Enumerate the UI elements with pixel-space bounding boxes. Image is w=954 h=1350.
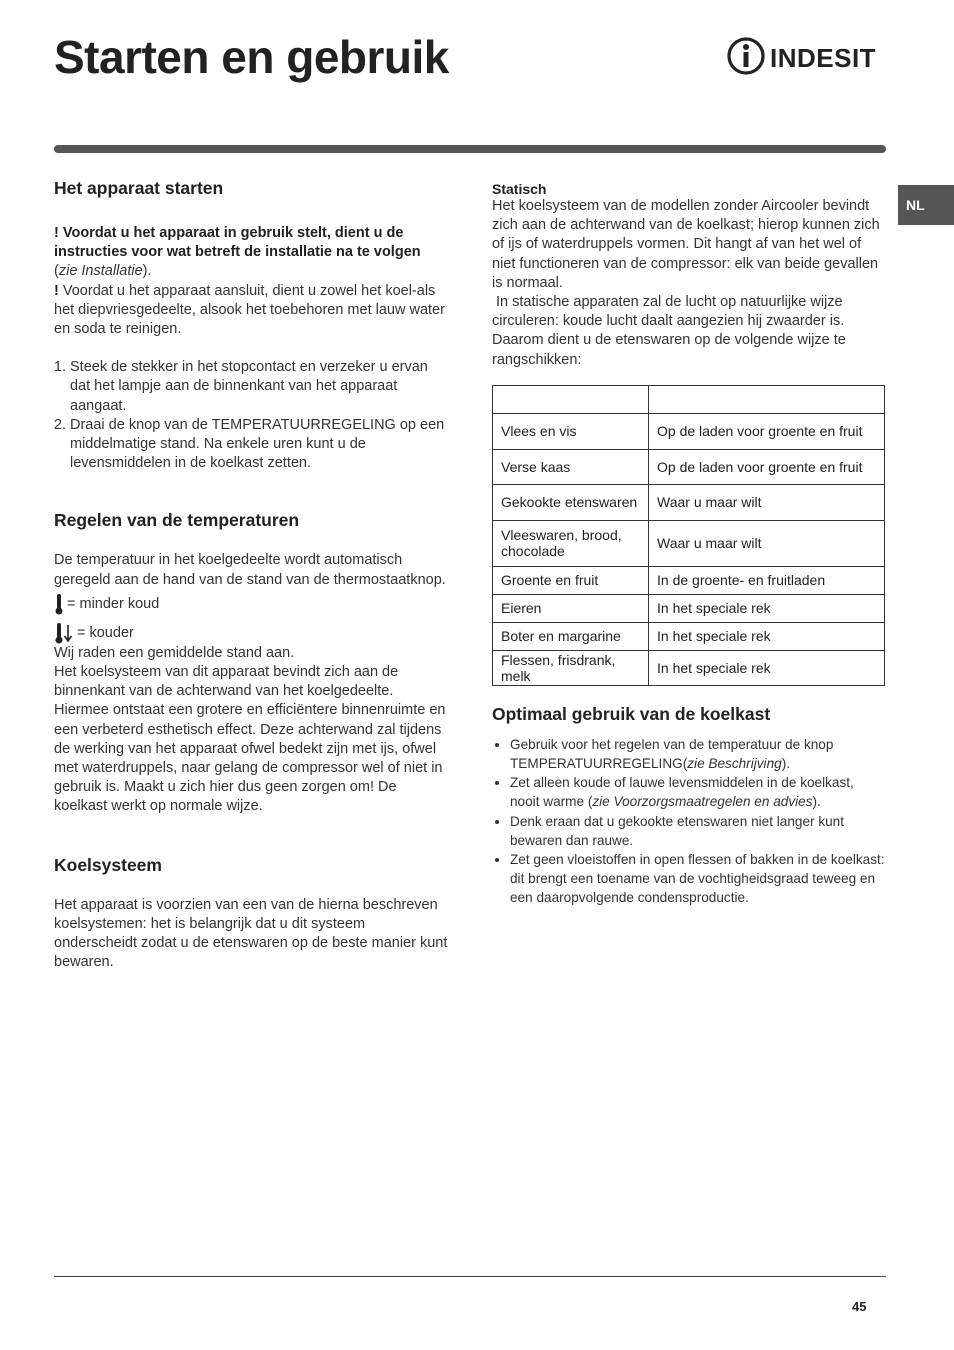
temperature-intro: De temperatuur in het koelgedeelte wordt automatisch geregeld aan de hand van de stand van de thermostaatknop. (54, 552, 446, 588)
right-column (492, 178, 887, 908)
thermometer-down-icon (54, 622, 74, 644)
table-row: Eieren In het speciale rek (493, 594, 885, 622)
table-row: Groente en fruit In de groente- en fruitladen (493, 566, 885, 594)
page-title: Starten en gebruik (54, 31, 449, 83)
brand-text: INDESIT (770, 43, 877, 73)
warning-mark: ! (54, 282, 59, 299)
storage-table (492, 385, 885, 686)
indesit-logo (726, 34, 888, 78)
table-row: Vleeswaren, brood, chocolade Waar u maar wilt (493, 520, 885, 566)
thermometer-icon (54, 593, 64, 615)
cross-reference: zie Installatie (58, 263, 143, 280)
list-item: 2. Draai de knop van de TEMPERATUURREGELING op een middelmatige stand. Na enkele uren kunt u de levensmiddelen in de koelkast zetten. (70, 416, 449, 474)
statisch-heading: Statisch (492, 181, 547, 197)
table-row: Gekookte etenswaren Waar u maar wilt (493, 484, 885, 520)
temperature-body: Het koelsysteem van dit apparaat bevindt zich aan de binnenkant van de achterwand van het koelgedeelte. Hiermee ontstaat een grotere en efficiëntere binnenruimte en een verbeterd esthetisch effect. Deze achterwand zal tijdens de werking van het apparaat ofwel bedekt zijn met ijs, ofwel met waterdruppels, naar gelang de compressor wel of niet in gebruik is. Maakt u zich hier dus geen zorgen om! De koelkast werkt op normale wijze. (54, 664, 446, 815)
koelsysteem-body: Het apparaat is voorzien van een van de hierna beschreven koelsystemen: het is belangrijk dat u dit systeem onderscheidt zodat u de etenswaren op de beste manier kunt bewaren. (54, 896, 448, 971)
legend-warm: = minder koud (54, 593, 449, 615)
list-item: • Zet geen vloeistoffen in open flessen of bakken in de koelkast: dit brengt een toename van de vochtigheidsgraad teweeg en een daaropvolgende condensproductie. (510, 850, 887, 908)
list-item: 1. Steek de stekker in het stopcontact en verzeker u ervan dat het lampje aan de binnenkant van het apparaat aangaat. (70, 358, 449, 416)
warning-cleaning: ! Voordat u het apparaat aansluit, dient u zowel het koel-als het diepvriesgedeelte, alsook het toebehoren met lauw water en soda te reinigen. (54, 282, 445, 338)
left-column (54, 178, 449, 972)
language-tab: NL (898, 185, 954, 225)
start-steps (54, 358, 449, 473)
table-row: Flessen, frisdrank, melk In het speciale rek (493, 650, 885, 685)
section-heading-koelsysteem: Koelsysteem (54, 854, 162, 875)
list-item: • Denk eraan dat u gekookte etenswaren niet langer kunt bewaren dan rauwe. (510, 812, 887, 850)
section-heading-starten: Het apparaat starten (54, 178, 224, 198)
list-item: • Gebruik voor het regelen van de temperatuur de knop TEMPERATUURREGELING(zie Beschrijving). (510, 735, 887, 773)
table-row: Verse kaas Op de laden voor groente en fruit (493, 449, 885, 484)
cross-reference: zie Beschrijving (687, 756, 782, 772)
statisch-body-2: In statische apparaten zal de lucht op natuurlijke wijze circuleren: koude lucht daalt aangezien hij zwaarder is. Daarom dient u de etenswaren op de volgende wijze te rangschikken: (492, 294, 850, 368)
page-number: 45 (852, 1299, 867, 1314)
list-item: • Zet alleen koude of lauwe levensmiddelen in de koelkast, nooit warme (zie Voorzorgsmaatregelen en advies). (510, 773, 887, 811)
temperature-advice: Wij raden een gemiddelde stand aan. (54, 644, 295, 661)
legend-cold: = kouder (54, 622, 449, 644)
footer-divider (54, 1276, 886, 1277)
warning-mark: ! (54, 225, 59, 241)
table-header-row (493, 385, 885, 413)
table-row: Boter en margarine In het speciale rek (493, 622, 885, 650)
section-heading-optimaal: Optimaal gebruik van de koelkast (492, 703, 771, 724)
warning-installation: ! Voordat u het apparaat in gebruik stelt, dient u de instructies voor wat betreft de installatie na te volgen (zie Installatie). (54, 225, 421, 280)
header-divider (54, 145, 886, 153)
usage-tips (492, 735, 887, 908)
statisch-body-1: Het koelsysteem van de modellen zonder Aircooler bevindt zich aan de achterwand van de koelkast; hierop kunnen zich of ijs of waterdruppels vormen. Dit hangt af van het wel of niet functioneren van de compressor: elk van beide gevallen is normaal. (492, 198, 880, 291)
cross-reference: zie Voorzorgsmaatregelen en advies (592, 794, 813, 810)
section-heading-temperaturen: Regelen van de temperaturen (54, 510, 300, 531)
table-row: Vlees en vis Op de laden voor groente en fruit (493, 413, 885, 449)
